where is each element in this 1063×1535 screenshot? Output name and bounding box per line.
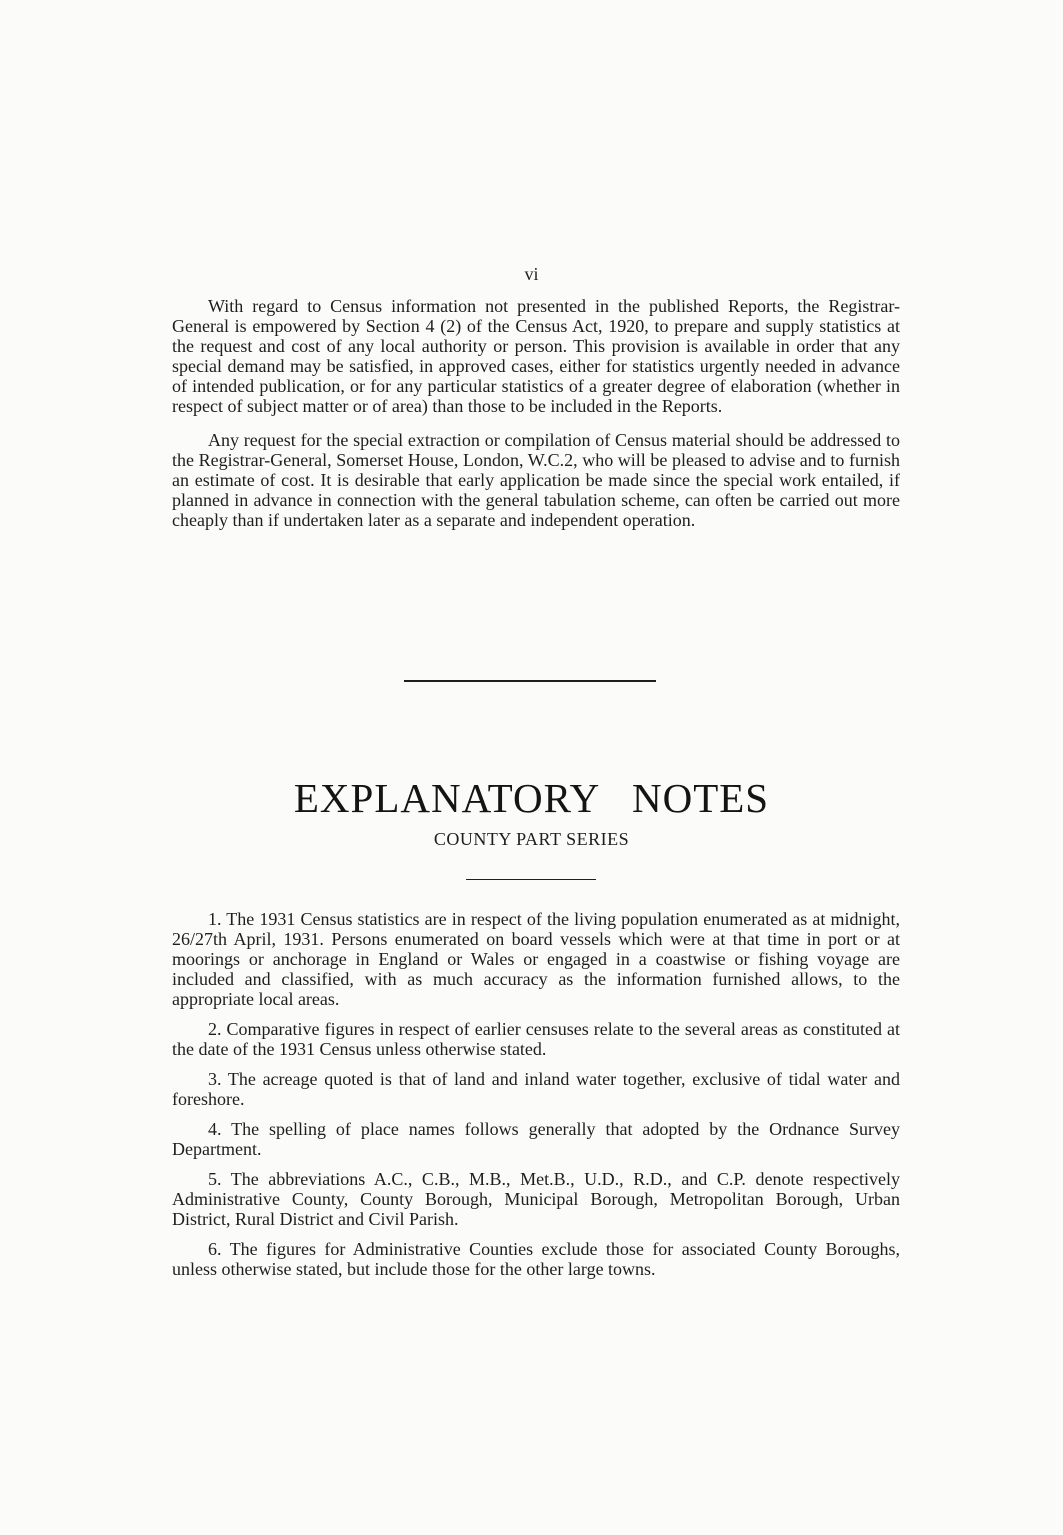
note-item: 2. Comparative figures in respect of earlier censuses relate to the several areas as constituted at the date of the 1931 Census unless otherwise stated. xyxy=(172,1019,900,1059)
note-item: 5. The abbreviations A.C., C.B., M.B., Met.B., U.D., R.D., and C.P. denote respectively Administrative County, County Borough, Municipal Borough, Metropolitan Borough, Urban District, Rural District and Civil Parish. xyxy=(172,1169,900,1229)
note-item: 1. The 1931 Census statistics are in respect of the living population enumerated as at midnight, 26/27th April, 1931. Persons enumerated on board vessels which were at that time in port or at moorings or anchorage in England or Wales or engaged in a coastwise or fishing voyage are included and classified, with as much accuracy as the information furnished allows, to the appropriate local areas. xyxy=(172,909,900,1009)
page-number: vi xyxy=(524,264,539,284)
note-item: 6. The figures for Administrative Counties exclude those for associated County Boroughs, unless otherwise stated, but include those for the other large towns. xyxy=(172,1239,900,1279)
section-title: EXPLANATORY NOTES xyxy=(293,775,770,821)
section-divider-rule xyxy=(404,680,656,682)
intro-paragraph-special-requests: Any request for the special extraction or compilation of Census material should be addressed to the Registrar-General, Somerset House, London, W.C.2, who will be pleased to advise and to furnish an estimate of cost. It is desirable that early application be made since the special work entailed, if planned in advance in connection with the general tabulation scheme, can often be carried out more cheaply than if undertaken later as a separate and independent operation. xyxy=(172,430,900,530)
section-subtitle: COUNTY PART SERIES xyxy=(433,829,630,849)
explanatory-notes-list xyxy=(172,909,900,1279)
note-item: 4. The spelling of place names follows generally that adopted by the Ordnance Survey Department. xyxy=(172,1119,900,1159)
note-item: 3. The acreage quoted is that of land and inland water together, exclusive of tidal water and foreshore. xyxy=(172,1069,900,1109)
subtitle-divider-rule xyxy=(466,879,596,880)
intro-section xyxy=(172,296,900,530)
intro-paragraph-census-information: With regard to Census information not presented in the published Reports, the Registrar-General is empowered by Section 4 (2) of the Census Act, 1920, to prepare and supply statistics at the request and cost of any local authority or person. This provision is available in order that any special demand may be satisfied, in approved cases, either for statistics urgently needed in advance of intended publication, or for any particular statistics of a greater degree of elaboration (whether in respect of subject matter or of area) than those to be included in the Reports. xyxy=(172,296,900,416)
